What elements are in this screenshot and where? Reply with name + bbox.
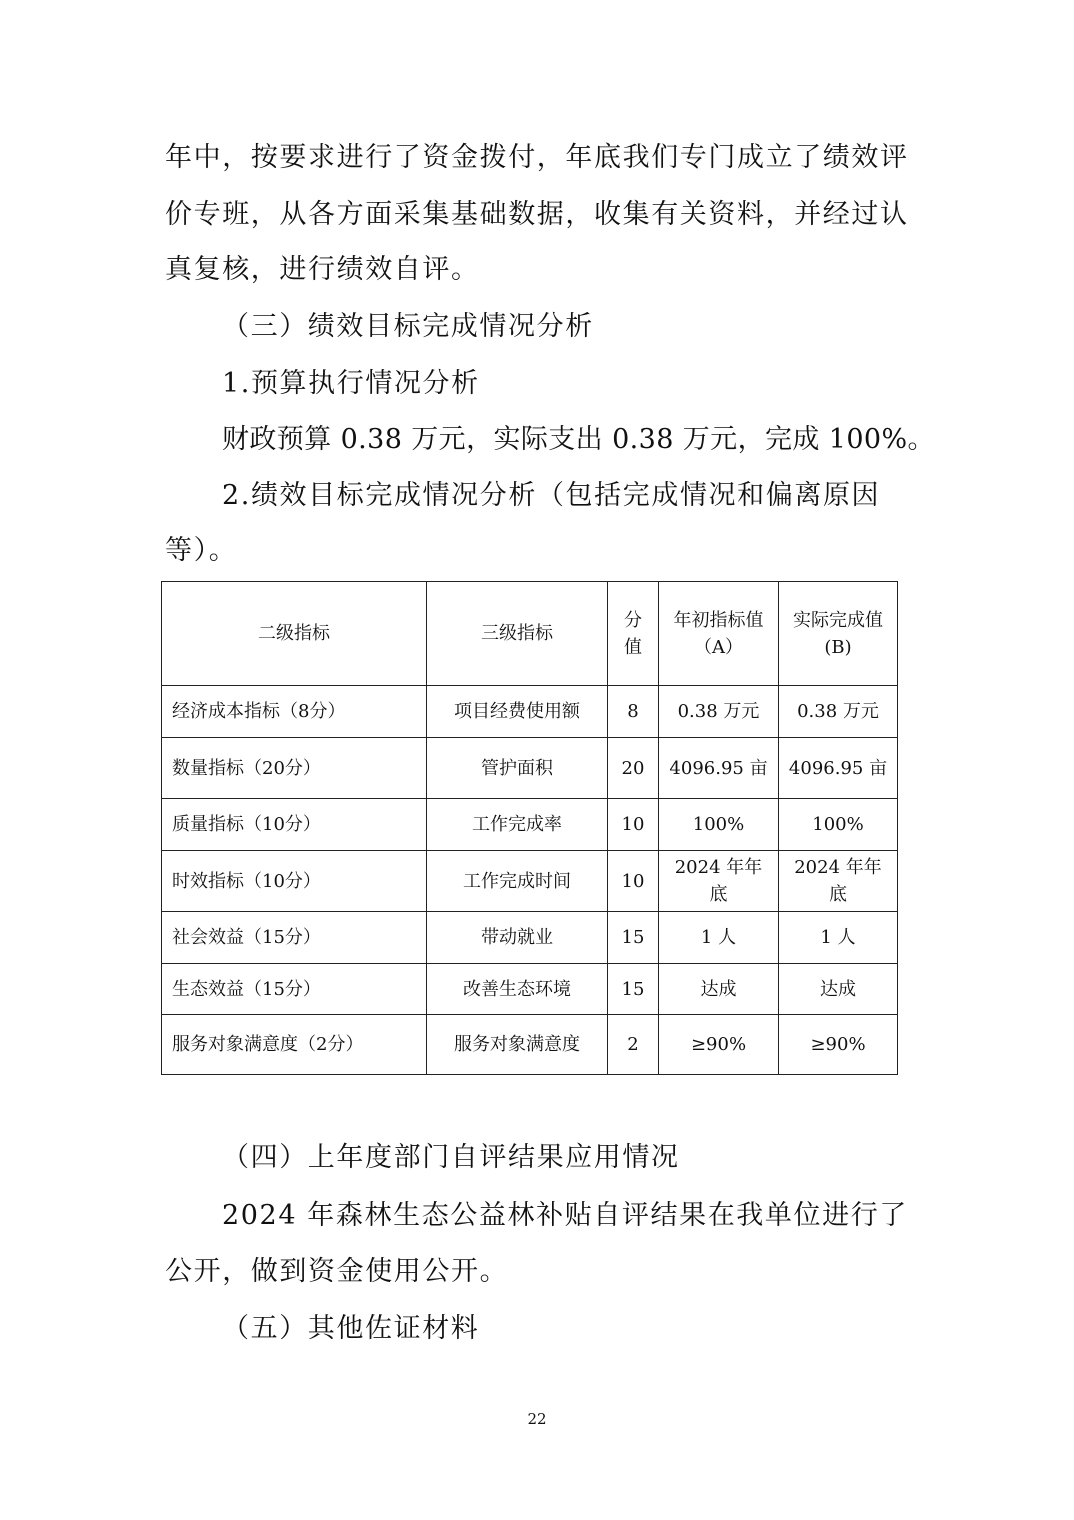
table-cell: 生态效益（15分）	[162, 964, 427, 1015]
body-text-line: 公开，做到资金使用公开。	[165, 1256, 509, 1287]
table-cell: 0.38 万元	[659, 686, 779, 738]
table-cell: 工作完成时间	[427, 851, 608, 912]
table-row	[162, 799, 898, 851]
table-cell: 带动就业	[427, 912, 608, 964]
table-cell: 2024 年年底	[659, 851, 779, 912]
table-header-row	[162, 582, 898, 686]
body-text-line: 价专班，从各方面采集基础数据，收集有关资料，并经过认	[165, 199, 909, 230]
performance-table	[161, 581, 898, 1075]
table-cell: 20	[608, 738, 659, 799]
table-cell: 经济成本指标（8分）	[162, 686, 427, 738]
table-cell: 10	[608, 851, 659, 912]
subheading-performance-cont: 等）。	[165, 535, 238, 566]
table-cell: 1 人	[779, 912, 898, 964]
header-cell: 年初指标值（A）	[659, 582, 779, 686]
table-cell: 15	[608, 964, 659, 1015]
table-cell: 时效指标（10分）	[162, 851, 427, 912]
table-cell: 2	[608, 1015, 659, 1075]
table-cell: 管护面积	[427, 738, 608, 799]
header-cell: 三级指标	[427, 582, 608, 686]
table-cell: 15	[608, 912, 659, 964]
section-heading-3: （三）绩效目标完成情况分析	[222, 311, 594, 342]
table-row	[162, 738, 898, 799]
table-cell: 4096.95 亩	[779, 738, 898, 799]
header-cell: 实际完成值(B)	[779, 582, 898, 686]
budget-text: 财政预算 0.38 万元，实际支出 0.38 万元，完成 100%。	[222, 424, 935, 455]
table-cell: 100%	[779, 799, 898, 851]
table-cell: 质量指标（10分）	[162, 799, 427, 851]
table-cell: 达成	[659, 964, 779, 1015]
table-cell: 改善生态环境	[427, 964, 608, 1015]
table-cell: ≥90%	[779, 1015, 898, 1075]
table-row	[162, 851, 898, 912]
table-row	[162, 964, 898, 1015]
body-text-line: 年中，按要求进行了资金拨付，年底我们专门成立了绩效评	[165, 142, 909, 173]
table-cell: 工作完成率	[427, 799, 608, 851]
body-text-line: 2024 年森林生态公益林补贴自评结果在我单位进行了	[222, 1200, 908, 1231]
table-cell: 数量指标（20分）	[162, 738, 427, 799]
table-row	[162, 912, 898, 964]
table-cell: 8	[608, 686, 659, 738]
page-number: 22	[527, 1410, 547, 1428]
table-cell: 社会效益（15分）	[162, 912, 427, 964]
table-cell: 服务对象满意度（2分）	[162, 1015, 427, 1075]
table-cell: 0.38 万元	[779, 686, 898, 738]
table-row	[162, 686, 898, 738]
body-text-line: 真复核，进行绩效自评。	[165, 254, 480, 285]
section-heading-5: （五）其他佐证材料	[222, 1313, 480, 1344]
header-cell: 二级指标	[162, 582, 427, 686]
subheading-budget: 1.预算执行情况分析	[222, 368, 480, 399]
table-cell: ≥90%	[659, 1015, 779, 1075]
table-cell: 达成	[779, 964, 898, 1015]
table-cell: 服务对象满意度	[427, 1015, 608, 1075]
table-cell: 1 人	[659, 912, 779, 964]
table-cell: 100%	[659, 799, 779, 851]
header-cell: 分值	[608, 582, 659, 686]
table-row	[162, 1015, 898, 1075]
table-cell: 2024 年年底	[779, 851, 898, 912]
section-heading-4: （四）上年度部门自评结果应用情况	[222, 1142, 680, 1173]
table-cell: 4096.95 亩	[659, 738, 779, 799]
table-cell: 项目经费使用额	[427, 686, 608, 738]
table-cell: 10	[608, 799, 659, 851]
subheading-performance: 2.绩效目标完成情况分析（包括完成情况和偏离原因	[222, 480, 881, 511]
